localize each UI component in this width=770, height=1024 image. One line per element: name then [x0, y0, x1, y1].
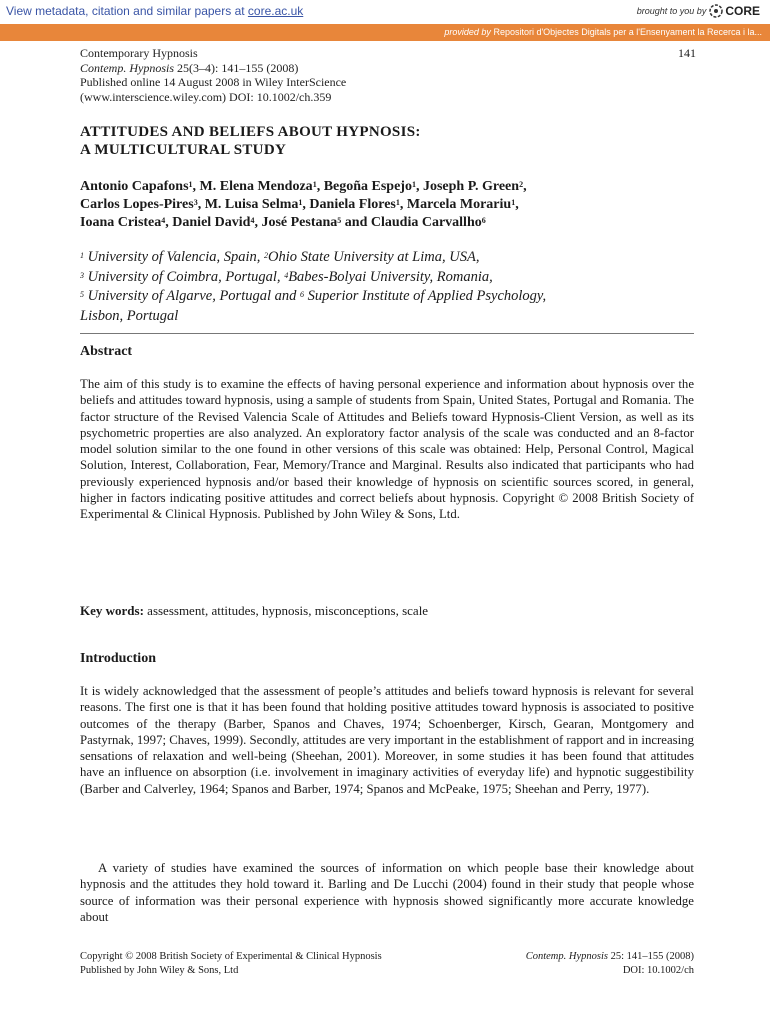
introduction-paragraph-1: It is widely acknowledged that the assessment of people’s attitudes and beliefs toward hypnosis is relevant for several reasons. The first one is that it has been found that holding positive attitudes toward hypnosis is associated to positive outcomes of the therapy (Barber, Spanos and Chaves, 1974; Schoenberger, Kirsch, Gearan, Montgomery and Pastyrnak, 1997; Chaves, 1999). Secondly, attitudes are very important in the establishment of rapport and in increasing sensations of relaxation and well-being (Sheehan, 2001). Moreover, in some studies it has been found that attitudes have an influence on absorption (i.e. involvement in imaginary activities of everyday life) and hypnotic suggestibility (Barber and Calverley, 1964; Spanos and Barber, 1974; Spanos and McPeake, 1975; Sheehan and Perry, 1977). [80, 684, 694, 796]
footer-doi: DOI: 10.1002/ch [622, 965, 694, 976]
author-name: Claudia Carvallho [370, 215, 482, 230]
core-metadata-link[interactable] [6, 4, 303, 18]
introduction-paragraph-2: A variety of studies have examined the sources of information on which people base their knowledge about hypnosis and the attitudes they hold toward it. Barling and De Lucchi (2004) found in their study that people whose source of information was their personal experience with hypnosis showed significantly more accurate knowledge about [80, 861, 694, 924]
affiliations [80, 248, 700, 326]
journal-url-doi: (www.interscience.wiley.com) DOI: 10.1002/ch.359 [80, 89, 332, 104]
author-name: Antonio Capafons [80, 179, 189, 194]
core-logo-text: CORE [725, 4, 760, 18]
author-aff: 1 [511, 198, 516, 207]
author-aff: 4 [161, 216, 166, 225]
author-sep: , [399, 197, 407, 212]
introduction-heading: Introduction [80, 651, 156, 666]
author-name: Carlos Lopes-Pires [80, 197, 194, 212]
brought-by [637, 4, 760, 18]
author-aff: 4 [250, 216, 255, 225]
keywords [80, 603, 694, 619]
author-aff: 1 [298, 198, 303, 207]
affiliation-5: University of Algarve, Portugal and [87, 288, 300, 304]
author-line [80, 214, 700, 232]
core-link-domain[interactable]: core.ac.uk [247, 4, 304, 18]
author-aff: 1 [395, 198, 400, 207]
affiliation-4: Babes-Bolyai University, Romania, [288, 268, 493, 285]
title-line-2: A MULTICULTURAL STUDY [80, 142, 287, 158]
author-sep: , [415, 179, 423, 194]
journal-citation [80, 61, 346, 76]
author-sep: , [515, 197, 519, 212]
author-sep: , [302, 197, 310, 212]
affiliation-3: University of Coimbra, Portugal, [87, 268, 285, 285]
affiliation-2: Ohio State University at Lima, USA, [268, 249, 480, 265]
author-sep: , [165, 215, 173, 230]
keywords-text: assessment, attitudes, hypnosis, misconceptions, scale [143, 603, 429, 618]
footer-cite-line [526, 950, 694, 964]
author-aff: 1 [411, 180, 416, 189]
author-aff: 2 [519, 180, 524, 189]
title-line-1: ATTITUDES AND BELIEFS ABOUT HYPNOSIS: [80, 124, 421, 140]
core-logo[interactable] [709, 4, 760, 18]
author-aff: 5 [337, 216, 342, 225]
author-name: José Pestana [261, 215, 338, 230]
author-aff: 1 [312, 180, 317, 189]
affiliation-6-cont: Lisbon, Portugal [80, 307, 179, 324]
journal-citation-abbrev: Contemp. Hypnosis [80, 60, 174, 75]
author-name: M. Elena Mendoza [199, 179, 313, 194]
core-logo-icon [709, 4, 723, 18]
affiliation-line: $^1$ University of Valencia, Spain, $^2$Ohio State University at Lima, USA, [80, 249, 480, 265]
abstract-heading: Abstract [80, 344, 133, 359]
abstract-text: The aim of this study is to examine the effects of having personal experience and information about hypnosis over the beliefs and attitudes toward hypnosis, using a sample of students from Spain, United States, Portugal and Romania. The factor structure of the Revised Valencia Scale of Attitudes and Beliefs toward Hypnosis-Client Version, as well as its psychometric properties are also analyzed. An exploratory factor analysis of the scale was conducted and an 8-factor model solution similar to the one found in other versions of this scale was obtained: Help, Personal Control, Magical Solution, Interest, Collaboration, Fear, Memory/Trance and Marginal. Results also indicated that participants who had previously experienced hypnosis and/or based their knowledge of hypnosis on scientific sources scored, in general, higher in factors indicating positive attitudes and correct beliefs about hypnosis. Copyright © 2008 British Society of Experimental & Clinical Hypnosis. Published by John Wiley & Sons, Ltd. [80, 377, 694, 522]
author-aff: 3 [193, 198, 198, 207]
author-line [80, 178, 700, 196]
author-sep: , [316, 179, 324, 194]
author-name: Ioana Cristea [80, 215, 162, 230]
author-name: Daniela Flores [309, 197, 396, 212]
author-name: M. Luisa Selma [204, 197, 299, 212]
author-name: Begoña Espejo [323, 179, 412, 194]
author-sep: , [192, 179, 200, 194]
divider [80, 333, 694, 334]
author-sep: , [197, 197, 205, 212]
author-aff: 1 [188, 180, 193, 189]
provided-by-source[interactable]: Repositori d'Objectes Digitals per a l'Ensenyament la Recerca i la... [490, 27, 762, 37]
author-list [80, 178, 700, 232]
article-title [80, 123, 421, 159]
footer-citation [526, 950, 694, 978]
affiliation-1: University of Valencia, Spain, [87, 249, 265, 265]
footer-cite-rest: 25: 141–155 (2008) [607, 951, 694, 962]
author-name: Joseph P. Green [422, 179, 520, 194]
core-link-prefix[interactable]: View metadata, citation and similar papers at [6, 4, 248, 18]
author-sep: , [254, 215, 262, 230]
footer-copyright [80, 950, 382, 978]
affiliation-line: $^3$ University of Coimbra, Portugal, $^4$Babes-Bolyai University, Romania, [80, 268, 493, 285]
author-aff: 6 [481, 216, 486, 225]
author-line [80, 196, 700, 214]
journal-published: Published online 14 August 2008 in Wiley InterScience [80, 75, 347, 89]
affiliation-6: Superior Institute of Applied Psychology, [307, 288, 547, 304]
page-number: 141 [678, 46, 696, 60]
keywords-label: Key words: [80, 603, 144, 618]
author-sep: , [523, 179, 527, 194]
provided-by-bar[interactable] [0, 24, 770, 41]
footer-publisher: Published by John Wiley & Sons, Ltd [80, 965, 239, 976]
author-name: Marcela Morariu [406, 197, 512, 212]
author-name: Daniel David [172, 215, 251, 230]
footer-cite-journal: Contemp. Hypnosis [525, 951, 608, 962]
provided-by-label: provided by [444, 27, 491, 37]
journal-name: Contemporary Hypnosis [80, 46, 198, 60]
journal-header [80, 46, 346, 104]
journal-citation-rest: 25(3–4): 141–155 (2008) [174, 60, 299, 75]
brought-by-text: brought to you by [636, 6, 707, 16]
affiliation-line: $^5$ University of Algarve, Portugal and $^6$ Superior Institute of Applied Psychology, [80, 288, 547, 304]
footer-copyright-line: Copyright © 2008 British Society of Experimental & Clinical Hypnosis [80, 951, 382, 962]
core-banner [0, 0, 770, 24]
author-sep: and [341, 215, 371, 230]
